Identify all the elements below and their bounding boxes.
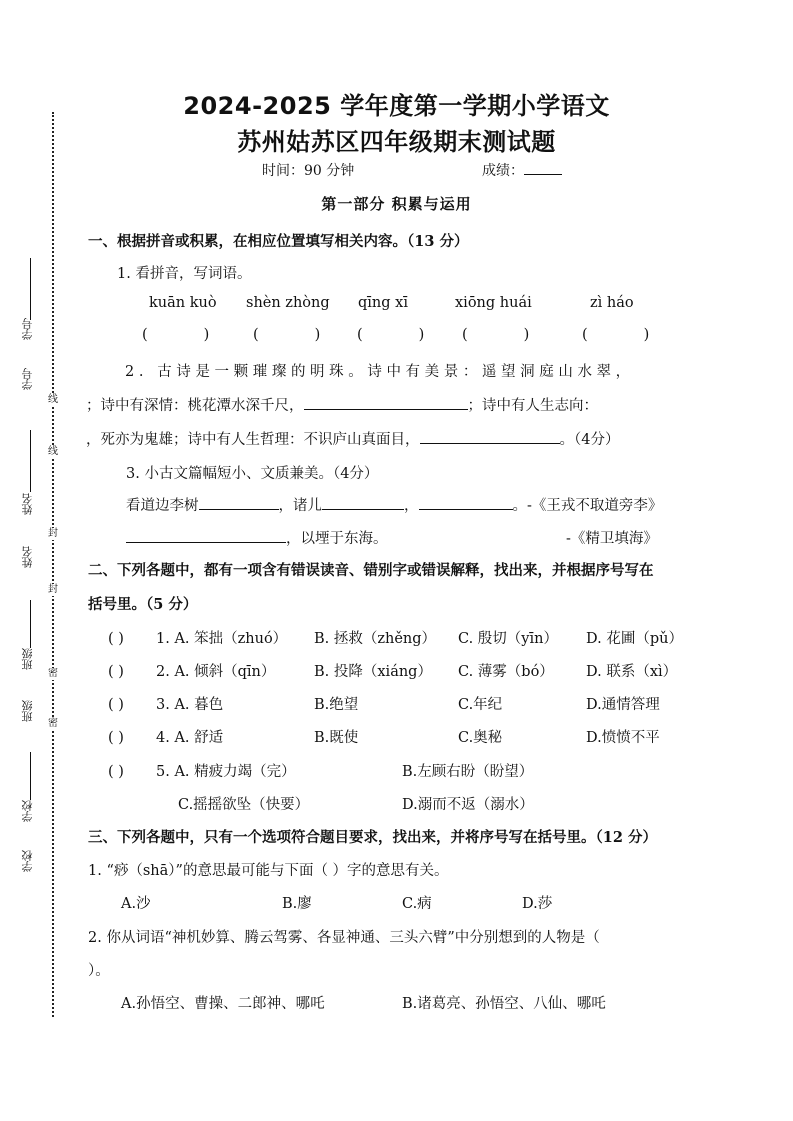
s3-q1-option-c: C.病 <box>402 896 432 912</box>
exam-title-line2: 苏州姑苏区四年级期末测试题 <box>237 128 556 156</box>
answer-paren[interactable]: ( ) <box>108 697 124 713</box>
seal-char: 线 <box>48 394 58 405</box>
time-limit: 时间：90 分钟 <box>262 163 355 179</box>
class-label: 班级 <box>21 648 34 670</box>
q2-blank-1[interactable] <box>304 395 468 410</box>
answer-paren-2[interactable]: ( ) <box>253 327 321 343</box>
part1-title: 第一部分 积累与运用 <box>321 195 472 213</box>
answer-paren-3[interactable]: ( ) <box>357 327 425 343</box>
section3-heading: 三、下列各题中，只有一个选项符合题目要求，找出来，并将序号写在括号里。（12 分） <box>88 829 657 846</box>
pinyin-2: shèn zhòng <box>246 295 330 311</box>
score-blank[interactable] <box>524 160 562 175</box>
s2-row-3: ( ) 3. A. 暮色 B.绝望 C.年纪 D.通情答理 <box>108 697 660 713</box>
class-line <box>30 600 31 648</box>
name-label-2: 姓名 <box>21 546 34 568</box>
q2-line3: ，死亦为鬼雄；诗中有人生哲理：不识庐山真面目， 。（4分） <box>86 428 619 449</box>
q3-source-2: -《精卫填海》 <box>566 531 658 547</box>
section1-heading: 一、根据拼音或积累，在相应位置填写相关内容。（13 分） <box>88 233 469 250</box>
pinyin-4: xiōng huái <box>455 295 532 311</box>
score-field <box>482 160 562 180</box>
q3-line1: 看道边李树 ，诸儿 ， 。-《王戎不取道旁李》 <box>126 494 662 515</box>
school-label-2: 学校 <box>21 850 34 872</box>
school-label: 学校 <box>21 800 34 822</box>
s3-q2-line1: 2. 你从词语“神机妙算、腾云驾雾、各显神通、三头六臂”中分别想到的人物是（ <box>88 930 600 946</box>
q3-line2: ，以堙于东海。 <box>126 527 388 548</box>
seal-char: 密 <box>48 718 58 729</box>
seal-char: 封 <box>48 584 58 595</box>
q3-blank-4[interactable] <box>126 528 286 543</box>
answer-paren[interactable]: ( ) <box>108 730 124 746</box>
s2-row-4: ( ) 4. A. 舒适 B.既使 C.奥秘 D.愤愤不平 <box>108 730 660 746</box>
s3-q2-option-a: A.孙悟空、曹操、二郎神、哪吒 <box>121 996 325 1012</box>
name-line <box>30 430 31 492</box>
section2-heading-line2: 括号里。（5 分） <box>88 596 198 613</box>
class-label-2: 班级 <box>21 700 34 722</box>
pinyin-3: qīng xī <box>358 295 408 311</box>
q2-line1: 2. 古诗是一颗璀璨的明珠。诗中有美景：遥望洞庭山水翠， <box>125 364 635 380</box>
pinyin-1: kuān kuò <box>149 295 217 311</box>
answer-paren[interactable]: ( ) <box>108 764 124 780</box>
answer-paren[interactable]: ( ) <box>108 664 124 680</box>
q2-blank-2[interactable] <box>420 429 560 444</box>
name-label: 姓名 <box>21 493 34 515</box>
student-id-line <box>30 258 31 320</box>
s2-row-2: ( ) 2. A. 倾斜（qīn） B. 投降（xiáng） C. 薄雾（bó） D. 联系（xì） <box>108 664 678 680</box>
s3-q1-option-d: D.莎 <box>522 896 553 912</box>
seal-char: 密 <box>48 668 58 679</box>
answer-paren-4[interactable]: ( ) <box>462 327 530 343</box>
section2-heading-line1: 二、下列各题中，都有一项含有错误读音、错别字或错误解释，找出来，并根据序号写在 <box>88 562 654 579</box>
student-id-label-2: 学号 <box>21 368 34 390</box>
binding-dotted-line <box>52 112 54 1017</box>
seal-char: 线 <box>48 446 58 457</box>
school-line <box>30 752 31 800</box>
s3-q1: 1. “痧（shā）”的意思最可能与下面（ ）字的意思有关。 <box>88 863 449 879</box>
q1-prompt: 1. 看拼音，写词语。 <box>117 266 252 282</box>
exam-title-line1: 2024-2025 学年度第一学期小学语文 <box>183 92 610 120</box>
s3-q1-option-a: A.沙 <box>121 896 151 912</box>
answer-paren-1[interactable]: ( ) <box>142 327 210 343</box>
s3-q2-option-b: B.诸葛亮、孙悟空、八仙、哪吒 <box>402 996 606 1012</box>
s2-row-5-c: C.摇摇欲坠（快要） <box>178 797 310 813</box>
s2-row-1: ( ) 1. A. 笨拙（zhuó） B. 拯救（zhěng） C. 殷切（yīn） D. 花圃（pǔ） <box>108 631 683 647</box>
seal-char: 封 <box>48 528 58 539</box>
answer-paren-5[interactable]: ( ) <box>582 327 650 343</box>
q3-prompt: 3. 小古文篇幅短小、文质兼美。（4分） <box>126 466 379 482</box>
s2-row-5-d: D.溺而不返（溺水） <box>402 797 534 813</box>
student-id-label: 学号 <box>21 318 34 340</box>
answer-paren[interactable]: ( ) <box>108 631 124 647</box>
pinyin-5: zì háo <box>590 295 634 311</box>
score-label: 成绩： <box>482 163 524 179</box>
s3-q2-line2: ）。 <box>88 963 110 979</box>
s3-q1-option-b: B.廖 <box>282 896 312 912</box>
q2-line2: ；诗中有深情：桃花潭水深千尺， ；诗中有人生志向： <box>86 394 598 415</box>
q3-blank-3[interactable] <box>419 495 513 510</box>
s2-row-5: ( ) 5. A. 精疲力竭（完） B.左顾右盼（盼望） <box>108 764 534 780</box>
q3-blank-1[interactable] <box>199 495 279 510</box>
q3-blank-2[interactable] <box>322 495 404 510</box>
